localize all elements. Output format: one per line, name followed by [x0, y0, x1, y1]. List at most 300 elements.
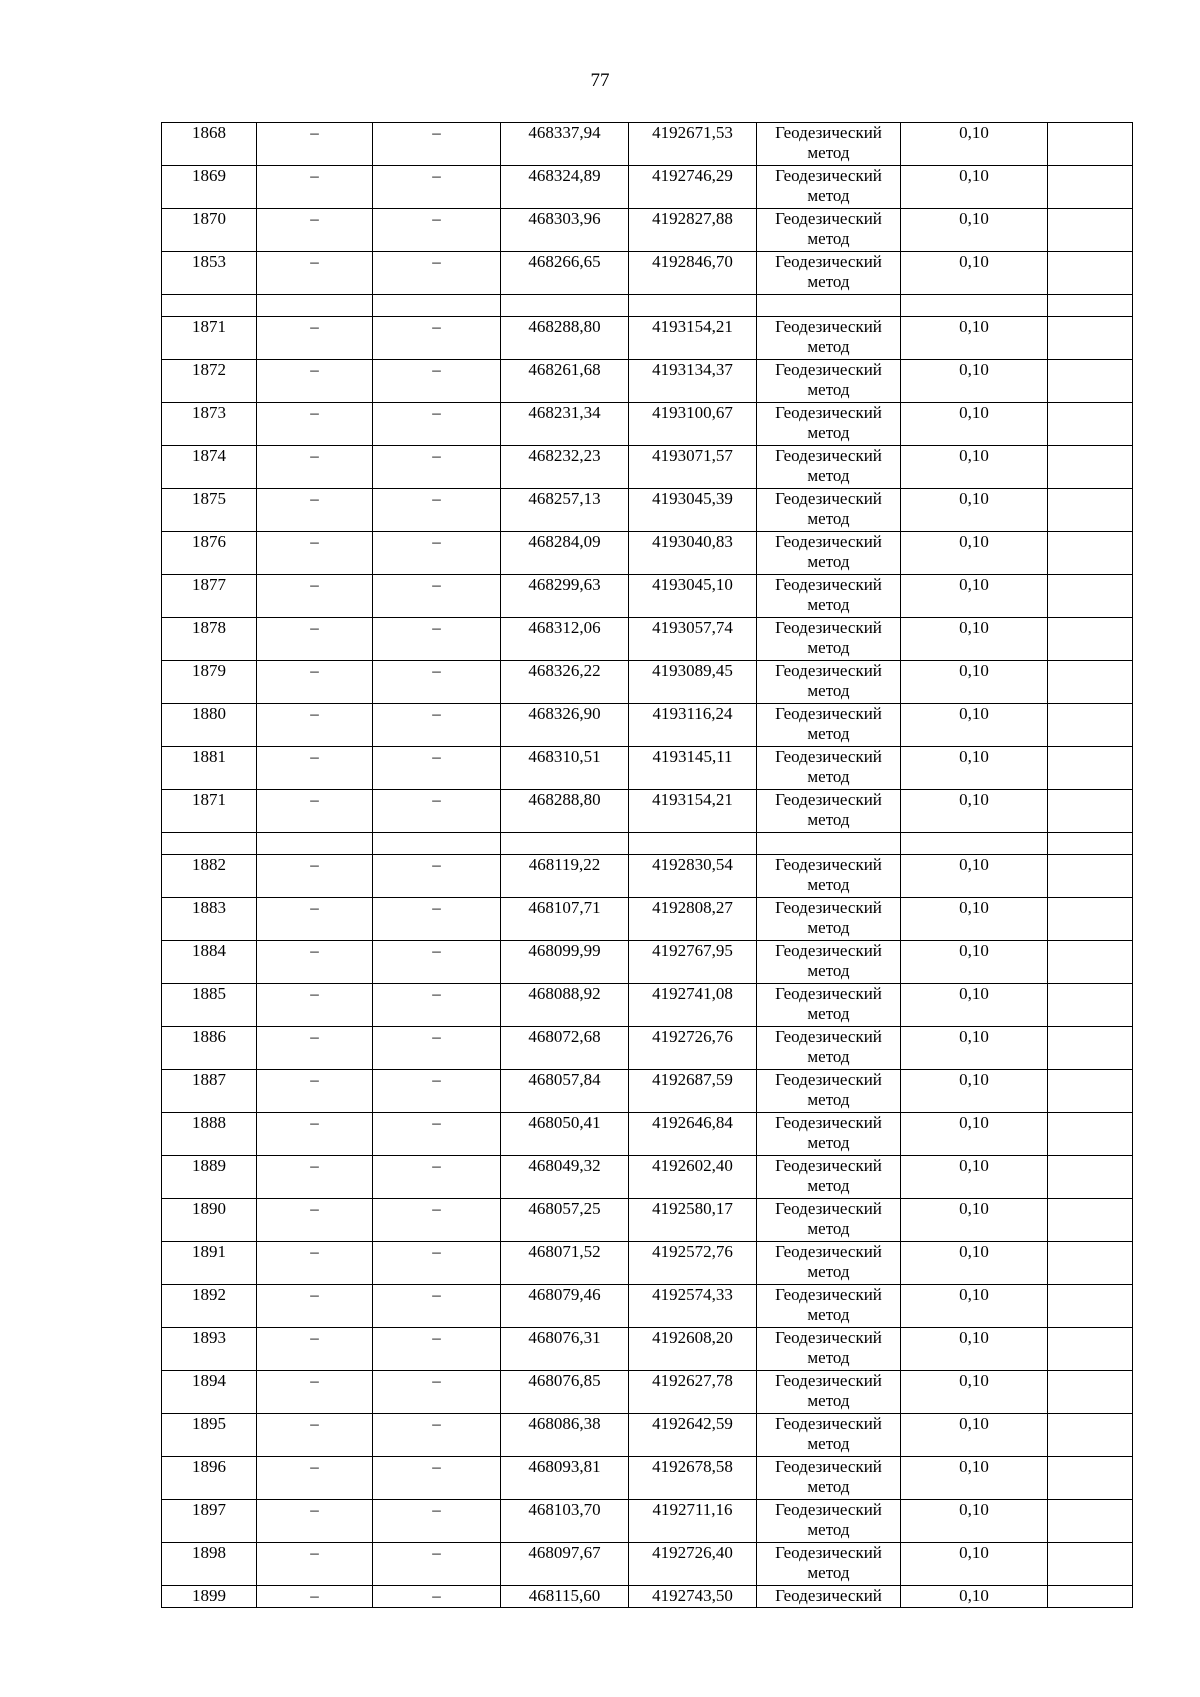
- accuracy-cell: 0,10: [901, 1113, 1048, 1156]
- method-text: Геодезический метод: [775, 1027, 882, 1066]
- method-text: Геодезический метод: [775, 575, 882, 614]
- x-coordinate-cell: 468326,90: [501, 704, 629, 747]
- dash-cell-2: –: [373, 747, 501, 790]
- method-text: Геодезический метод: [775, 1328, 882, 1367]
- method-cell: [757, 1070, 901, 1113]
- coordinates-table: [161, 122, 1133, 1608]
- empty-cell: [1048, 403, 1133, 446]
- empty-cell: [1048, 790, 1133, 833]
- table-row: [162, 790, 1133, 833]
- y-coordinate-cell: [629, 295, 757, 317]
- dash-cell-2: –: [373, 1285, 501, 1328]
- method-text: Геодезический метод: [775, 1242, 882, 1281]
- x-coordinate-cell: [501, 295, 629, 317]
- y-coordinate-cell: 4193040,83: [629, 532, 757, 575]
- accuracy-cell: 0,10: [901, 1199, 1048, 1242]
- accuracy-cell: 0,10: [901, 1027, 1048, 1070]
- empty-cell: [1048, 166, 1133, 209]
- accuracy-cell: 0,10: [901, 1328, 1048, 1371]
- method-text: Геодезический метод: [775, 984, 882, 1023]
- method-text: Геодезический метод: [775, 1414, 882, 1453]
- dash-cell-1: –: [257, 941, 373, 984]
- y-coordinate-cell: 4192830,54: [629, 855, 757, 898]
- method-text: Геодезический метод: [775, 532, 882, 571]
- method-cell: [757, 833, 901, 855]
- method-cell: [757, 166, 901, 209]
- dash-cell-1: –: [257, 317, 373, 360]
- x-coordinate-cell: 468107,71: [501, 898, 629, 941]
- dash-cell-1: –: [257, 403, 373, 446]
- accuracy-cell: 0,10: [901, 209, 1048, 252]
- empty-cell: [1048, 1414, 1133, 1457]
- point-number-cell: 1876: [162, 532, 257, 575]
- x-coordinate-cell: 468232,23: [501, 446, 629, 489]
- table-row: [162, 1027, 1133, 1070]
- point-number-cell: 1885: [162, 984, 257, 1027]
- point-number-cell: 1853: [162, 252, 257, 295]
- table-row: [162, 618, 1133, 661]
- table-row: [162, 1156, 1133, 1199]
- empty-cell: [1048, 618, 1133, 661]
- dash-cell-2: –: [373, 123, 501, 166]
- x-coordinate-cell: 468257,13: [501, 489, 629, 532]
- method-text: Геодезический метод: [775, 1113, 882, 1152]
- empty-cell: [1048, 941, 1133, 984]
- dash-cell-2: –: [373, 1070, 501, 1113]
- dash-cell-1: –: [257, 1242, 373, 1285]
- y-coordinate-cell: 4192846,70: [629, 252, 757, 295]
- dash-cell-2: –: [373, 661, 501, 704]
- table-row: [162, 1199, 1133, 1242]
- empty-cell: [1048, 1457, 1133, 1500]
- dash-cell-2: –: [373, 403, 501, 446]
- dash-cell-1: –: [257, 898, 373, 941]
- method-text: Геодезический метод: [775, 1285, 882, 1324]
- y-coordinate-cell: 4193134,37: [629, 360, 757, 403]
- y-coordinate-cell: 4192808,27: [629, 898, 757, 941]
- empty-cell: [1048, 704, 1133, 747]
- y-coordinate-cell: 4193154,21: [629, 790, 757, 833]
- method-text: Геодезический метод: [775, 1457, 882, 1496]
- table-row: [162, 1586, 1133, 1608]
- dash-cell-1: –: [257, 1371, 373, 1414]
- y-coordinate-cell: 4192574,33: [629, 1285, 757, 1328]
- method-text: Геодезический метод: [775, 166, 882, 205]
- method-text: Геодезический метод: [775, 1199, 882, 1238]
- point-number-cell: [162, 295, 257, 317]
- dash-cell-1: –: [257, 532, 373, 575]
- dash-cell-2: –: [373, 1457, 501, 1500]
- dash-cell-2: –: [373, 446, 501, 489]
- x-coordinate-cell: 468072,68: [501, 1027, 629, 1070]
- table-row: [162, 532, 1133, 575]
- point-number-cell: 1896: [162, 1457, 257, 1500]
- point-number-cell: 1877: [162, 575, 257, 618]
- table-row: [162, 1543, 1133, 1586]
- x-coordinate-cell: 468324,89: [501, 166, 629, 209]
- accuracy-cell: 0,10: [901, 1414, 1048, 1457]
- empty-cell: [1048, 661, 1133, 704]
- point-number-cell: 1880: [162, 704, 257, 747]
- dash-cell-1: –: [257, 661, 373, 704]
- dash-cell-1: [257, 833, 373, 855]
- dash-cell-1: –: [257, 1328, 373, 1371]
- method-text: Геодезический метод: [775, 704, 882, 743]
- method-text: Геодезический метод: [775, 123, 882, 162]
- dash-cell-1: –: [257, 360, 373, 403]
- dash-cell-2: –: [373, 898, 501, 941]
- x-coordinate-cell: 468093,81: [501, 1457, 629, 1500]
- empty-cell: [1048, 252, 1133, 295]
- y-coordinate-cell: 4192671,53: [629, 123, 757, 166]
- point-number-cell: 1881: [162, 747, 257, 790]
- point-number-cell: 1869: [162, 166, 257, 209]
- method-cell: [757, 661, 901, 704]
- y-coordinate-cell: 4193057,74: [629, 618, 757, 661]
- table-row: [162, 661, 1133, 704]
- x-coordinate-cell: 468303,96: [501, 209, 629, 252]
- point-number-cell: 1895: [162, 1414, 257, 1457]
- point-number-cell: 1899: [162, 1586, 257, 1608]
- y-coordinate-cell: 4192580,17: [629, 1199, 757, 1242]
- y-coordinate-cell: 4192746,29: [629, 166, 757, 209]
- method-text: Геодезический метод: [775, 446, 882, 485]
- y-coordinate-cell: 4192608,20: [629, 1328, 757, 1371]
- dash-cell-2: –: [373, 317, 501, 360]
- empty-cell: [1048, 833, 1133, 855]
- method-text: Геодезический метод: [775, 360, 882, 399]
- method-text: Геодезический метод: [775, 252, 882, 291]
- y-coordinate-cell: 4192572,76: [629, 1242, 757, 1285]
- method-text: Геодезический метод: [775, 661, 882, 700]
- dash-cell-1: –: [257, 618, 373, 661]
- empty-cell: [1048, 1070, 1133, 1113]
- y-coordinate-cell: 4192743,50: [629, 1586, 757, 1608]
- accuracy-cell: 0,10: [901, 1070, 1048, 1113]
- x-coordinate-cell: 468099,99: [501, 941, 629, 984]
- table-row: [162, 317, 1133, 360]
- method-cell: [757, 1457, 901, 1500]
- point-number-cell: 1871: [162, 317, 257, 360]
- y-coordinate-cell: 4192642,59: [629, 1414, 757, 1457]
- table-row: [162, 1113, 1133, 1156]
- empty-cell: [1048, 360, 1133, 403]
- method-cell: [757, 1500, 901, 1543]
- x-coordinate-cell: 468079,46: [501, 1285, 629, 1328]
- x-coordinate-cell: 468326,22: [501, 661, 629, 704]
- x-coordinate-cell: 468119,22: [501, 855, 629, 898]
- dash-cell-2: –: [373, 984, 501, 1027]
- dash-cell-1: –: [257, 1285, 373, 1328]
- table-row: [162, 446, 1133, 489]
- empty-cell: [1048, 1156, 1133, 1199]
- method-text: Геодезический метод: [775, 1156, 882, 1195]
- dash-cell-2: –: [373, 1156, 501, 1199]
- y-coordinate-cell: 4193071,57: [629, 446, 757, 489]
- table-row: [162, 747, 1133, 790]
- dash-cell-2: –: [373, 1500, 501, 1543]
- empty-cell: [1048, 1199, 1133, 1242]
- table-row: [162, 898, 1133, 941]
- x-coordinate-cell: 468086,38: [501, 1414, 629, 1457]
- accuracy-cell: [901, 295, 1048, 317]
- dash-cell-2: –: [373, 790, 501, 833]
- method-text: Геодезический метод: [775, 855, 882, 894]
- dash-cell-2: –: [373, 1328, 501, 1371]
- table-row: [162, 489, 1133, 532]
- point-number-cell: 1883: [162, 898, 257, 941]
- dash-cell-2: –: [373, 1113, 501, 1156]
- method-cell: [757, 704, 901, 747]
- empty-cell: [1048, 855, 1133, 898]
- table-row: [162, 855, 1133, 898]
- empty-cell: [1048, 123, 1133, 166]
- method-cell: [757, 1543, 901, 1586]
- dash-cell-1: –: [257, 166, 373, 209]
- dash-cell-1: –: [257, 1457, 373, 1500]
- accuracy-cell: 0,10: [901, 747, 1048, 790]
- x-coordinate-cell: 468088,92: [501, 984, 629, 1027]
- y-coordinate-cell: 4192741,08: [629, 984, 757, 1027]
- x-coordinate-cell: 468231,34: [501, 403, 629, 446]
- table-row: [162, 984, 1133, 1027]
- y-coordinate-cell: 4193045,10: [629, 575, 757, 618]
- point-number-cell: 1879: [162, 661, 257, 704]
- accuracy-cell: 0,10: [901, 941, 1048, 984]
- accuracy-cell: 0,10: [901, 446, 1048, 489]
- dash-cell-1: –: [257, 489, 373, 532]
- empty-cell: [1048, 1285, 1133, 1328]
- point-number-cell: 1889: [162, 1156, 257, 1199]
- point-number-cell: 1887: [162, 1070, 257, 1113]
- y-coordinate-cell: 4193154,21: [629, 317, 757, 360]
- accuracy-cell: 0,10: [901, 1457, 1048, 1500]
- dash-cell-2: –: [373, 704, 501, 747]
- empty-cell: [1048, 489, 1133, 532]
- x-coordinate-cell: 468050,41: [501, 1113, 629, 1156]
- x-coordinate-cell: 468076,31: [501, 1328, 629, 1371]
- point-number-cell: 1873: [162, 403, 257, 446]
- method-cell: [757, 209, 901, 252]
- point-number-cell: 1897: [162, 1500, 257, 1543]
- accuracy-cell: 0,10: [901, 984, 1048, 1027]
- accuracy-cell: 0,10: [901, 532, 1048, 575]
- x-coordinate-cell: 468288,80: [501, 790, 629, 833]
- dash-cell-2: –: [373, 1242, 501, 1285]
- dash-cell-2: –: [373, 489, 501, 532]
- method-cell: [757, 898, 901, 941]
- y-coordinate-cell: 4193100,67: [629, 403, 757, 446]
- point-number-cell: 1871: [162, 790, 257, 833]
- x-coordinate-cell: 468071,52: [501, 1242, 629, 1285]
- dash-cell-2: –: [373, 532, 501, 575]
- accuracy-cell: 0,10: [901, 1543, 1048, 1586]
- table-row: [162, 1285, 1133, 1328]
- x-coordinate-cell: 468049,32: [501, 1156, 629, 1199]
- table-row: [162, 941, 1133, 984]
- method-text: Геодезический метод: [775, 1543, 882, 1582]
- table-row: [162, 123, 1133, 166]
- accuracy-cell: [901, 833, 1048, 855]
- x-coordinate-cell: 468299,63: [501, 575, 629, 618]
- dash-cell-1: –: [257, 790, 373, 833]
- method-text: Геодезический метод: [775, 209, 882, 248]
- accuracy-cell: 0,10: [901, 1156, 1048, 1199]
- empty-cell: [1048, 1328, 1133, 1371]
- method-text: Геодезический метод: [775, 1500, 882, 1539]
- accuracy-cell: 0,10: [901, 1285, 1048, 1328]
- table-row: [162, 575, 1133, 618]
- empty-cell: [1048, 1027, 1133, 1070]
- x-coordinate-cell: 468284,09: [501, 532, 629, 575]
- table-row: [162, 1500, 1133, 1543]
- y-coordinate-cell: 4192602,40: [629, 1156, 757, 1199]
- x-coordinate-cell: 468115,60: [501, 1586, 629, 1608]
- dash-cell-2: –: [373, 1027, 501, 1070]
- method-cell: [757, 295, 901, 317]
- point-number-cell: 1872: [162, 360, 257, 403]
- x-coordinate-cell: 468310,51: [501, 747, 629, 790]
- dash-cell-1: –: [257, 855, 373, 898]
- dash-cell-1: –: [257, 252, 373, 295]
- x-coordinate-cell: [501, 833, 629, 855]
- empty-cell: [1048, 984, 1133, 1027]
- point-number-cell: 1886: [162, 1027, 257, 1070]
- empty-cell: [1048, 575, 1133, 618]
- method-cell: [757, 1586, 901, 1608]
- dash-cell-1: –: [257, 1500, 373, 1543]
- empty-cell: [1048, 1500, 1133, 1543]
- method-cell: [757, 855, 901, 898]
- method-text: Геодезический метод: [775, 403, 882, 442]
- dash-cell-2: –: [373, 1586, 501, 1608]
- x-coordinate-cell: 468076,85: [501, 1371, 629, 1414]
- point-number-cell: 1884: [162, 941, 257, 984]
- accuracy-cell: 0,10: [901, 360, 1048, 403]
- x-coordinate-cell: 468057,25: [501, 1199, 629, 1242]
- method-cell: [757, 1156, 901, 1199]
- y-coordinate-cell: 4192711,16: [629, 1500, 757, 1543]
- accuracy-cell: 0,10: [901, 123, 1048, 166]
- accuracy-cell: 0,10: [901, 704, 1048, 747]
- method-text: Геодезический метод: [775, 790, 882, 829]
- method-text: Геодезический метод: [775, 1070, 882, 1109]
- method-cell: [757, 1285, 901, 1328]
- point-number-cell: 1898: [162, 1543, 257, 1586]
- dash-cell-2: –: [373, 1543, 501, 1586]
- table-row: [162, 1371, 1133, 1414]
- x-coordinate-cell: 468103,70: [501, 1500, 629, 1543]
- accuracy-cell: 0,10: [901, 166, 1048, 209]
- accuracy-cell: 0,10: [901, 575, 1048, 618]
- method-cell: [757, 360, 901, 403]
- dash-cell-1: –: [257, 209, 373, 252]
- table-row: [162, 1070, 1133, 1113]
- method-cell: [757, 984, 901, 1027]
- table-row: [162, 166, 1133, 209]
- dash-cell-2: –: [373, 1414, 501, 1457]
- table-row: [162, 360, 1133, 403]
- method-text: Геодезический метод: [775, 941, 882, 980]
- method-cell: [757, 747, 901, 790]
- empty-cell: [1048, 209, 1133, 252]
- empty-cell: [1048, 1371, 1133, 1414]
- method-cell: [757, 252, 901, 295]
- table-row: [162, 1457, 1133, 1500]
- x-coordinate-cell: 468261,68: [501, 360, 629, 403]
- point-number-cell: 1875: [162, 489, 257, 532]
- y-coordinate-cell: 4192687,59: [629, 1070, 757, 1113]
- method-cell: [757, 1027, 901, 1070]
- point-number-cell: 1891: [162, 1242, 257, 1285]
- dash-cell-1: –: [257, 704, 373, 747]
- x-coordinate-cell: 468337,94: [501, 123, 629, 166]
- method-text: Геодезический метод: [775, 489, 882, 528]
- dash-cell-2: –: [373, 1371, 501, 1414]
- accuracy-cell: 0,10: [901, 1242, 1048, 1285]
- y-coordinate-cell: 4192726,76: [629, 1027, 757, 1070]
- dash-cell-1: –: [257, 1070, 373, 1113]
- empty-cell: [1048, 532, 1133, 575]
- y-coordinate-cell: 4193045,39: [629, 489, 757, 532]
- method-cell: [757, 575, 901, 618]
- table-row: [162, 403, 1133, 446]
- method-cell: [757, 532, 901, 575]
- point-number-cell: 1890: [162, 1199, 257, 1242]
- dash-cell-1: –: [257, 1156, 373, 1199]
- x-coordinate-cell: 468312,06: [501, 618, 629, 661]
- table-row: [162, 704, 1133, 747]
- dash-cell-2: –: [373, 252, 501, 295]
- dash-cell-1: [257, 295, 373, 317]
- accuracy-cell: 0,10: [901, 403, 1048, 446]
- x-coordinate-cell: 468097,67: [501, 1543, 629, 1586]
- y-coordinate-cell: 4193145,11: [629, 747, 757, 790]
- y-coordinate-cell: 4192678,58: [629, 1457, 757, 1500]
- dash-cell-1: –: [257, 123, 373, 166]
- y-coordinate-cell: 4192827,88: [629, 209, 757, 252]
- dash-cell-1: –: [257, 747, 373, 790]
- dash-cell-2: [373, 833, 501, 855]
- method-text: Геодезический метод: [775, 747, 882, 786]
- dash-cell-2: –: [373, 209, 501, 252]
- accuracy-cell: 0,10: [901, 489, 1048, 532]
- method-cell: [757, 1414, 901, 1457]
- x-coordinate-cell: 468288,80: [501, 317, 629, 360]
- method-cell: [757, 123, 901, 166]
- table-row: [162, 1414, 1133, 1457]
- dash-cell-1: –: [257, 446, 373, 489]
- point-number-cell: 1894: [162, 1371, 257, 1414]
- page-number: 77: [590, 70, 610, 91]
- dash-cell-1: –: [257, 575, 373, 618]
- x-coordinate-cell: 468266,65: [501, 252, 629, 295]
- method-cell: [757, 1371, 901, 1414]
- point-number-cell: 1870: [162, 209, 257, 252]
- method-cell: [757, 489, 901, 532]
- dash-cell-2: –: [373, 1199, 501, 1242]
- y-coordinate-cell: 4193116,24: [629, 704, 757, 747]
- point-number-cell: 1882: [162, 855, 257, 898]
- dash-cell-1: –: [257, 1199, 373, 1242]
- point-number-cell: 1893: [162, 1328, 257, 1371]
- dash-cell-1: –: [257, 984, 373, 1027]
- point-number-cell: 1892: [162, 1285, 257, 1328]
- table-row: [162, 1328, 1133, 1371]
- dash-cell-1: –: [257, 1414, 373, 1457]
- empty-cell: [1048, 1586, 1133, 1608]
- y-coordinate-cell: 4192767,95: [629, 941, 757, 984]
